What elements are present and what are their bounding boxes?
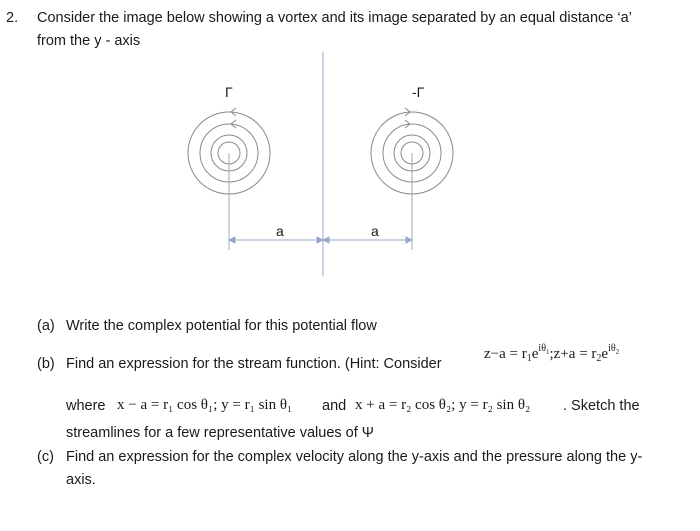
part-c-text: Find an expression for the complex velocity along the y-axis and the pressure along the y- [66,449,643,465]
part-b-and: and [322,398,347,414]
part-b-equation-3: x + a = r₂ cos θ₂; y = r₂ sin θ₂ [355,397,531,413]
question-line-2: from the y - axis [37,33,141,49]
part-a-text: Write the complex potential for this potential flow [66,318,377,334]
question-line-1: Consider the image below showing a vortex and its image separated by an equal distance ‘a’ [37,10,632,26]
part-b-text: Find an expression for the stream function. (Hint: Consider [66,356,442,372]
left-distance-label: a [276,223,284,239]
part-b-equation: $z-a = r_1e^{i\theta 1};z+a = r_2e^{i\theta 2}$ [484,343,620,364]
part-a-label: (a) [37,318,55,334]
left-gamma-label: Γ [225,84,233,100]
part-b-label: (b) [37,356,55,372]
flow-arrows [231,108,410,128]
right-gamma-label: -Γ [412,84,425,100]
right-distance-arrow [323,237,412,243]
question-number: 2. [6,10,19,26]
part-b-line-3: streamlines for a few representative values of Ψ [66,425,374,441]
part-b-where: where [66,398,106,414]
part-b-sketch: . Sketch the [563,398,640,414]
part-c-line-2: axis. [66,472,96,488]
right-distance-label: a [371,223,379,239]
part-c-label: (c) [37,449,54,465]
part-b-equation-2: x − a = r₁ cos θ₁; y = r₁ sin θ₁ [117,397,293,413]
